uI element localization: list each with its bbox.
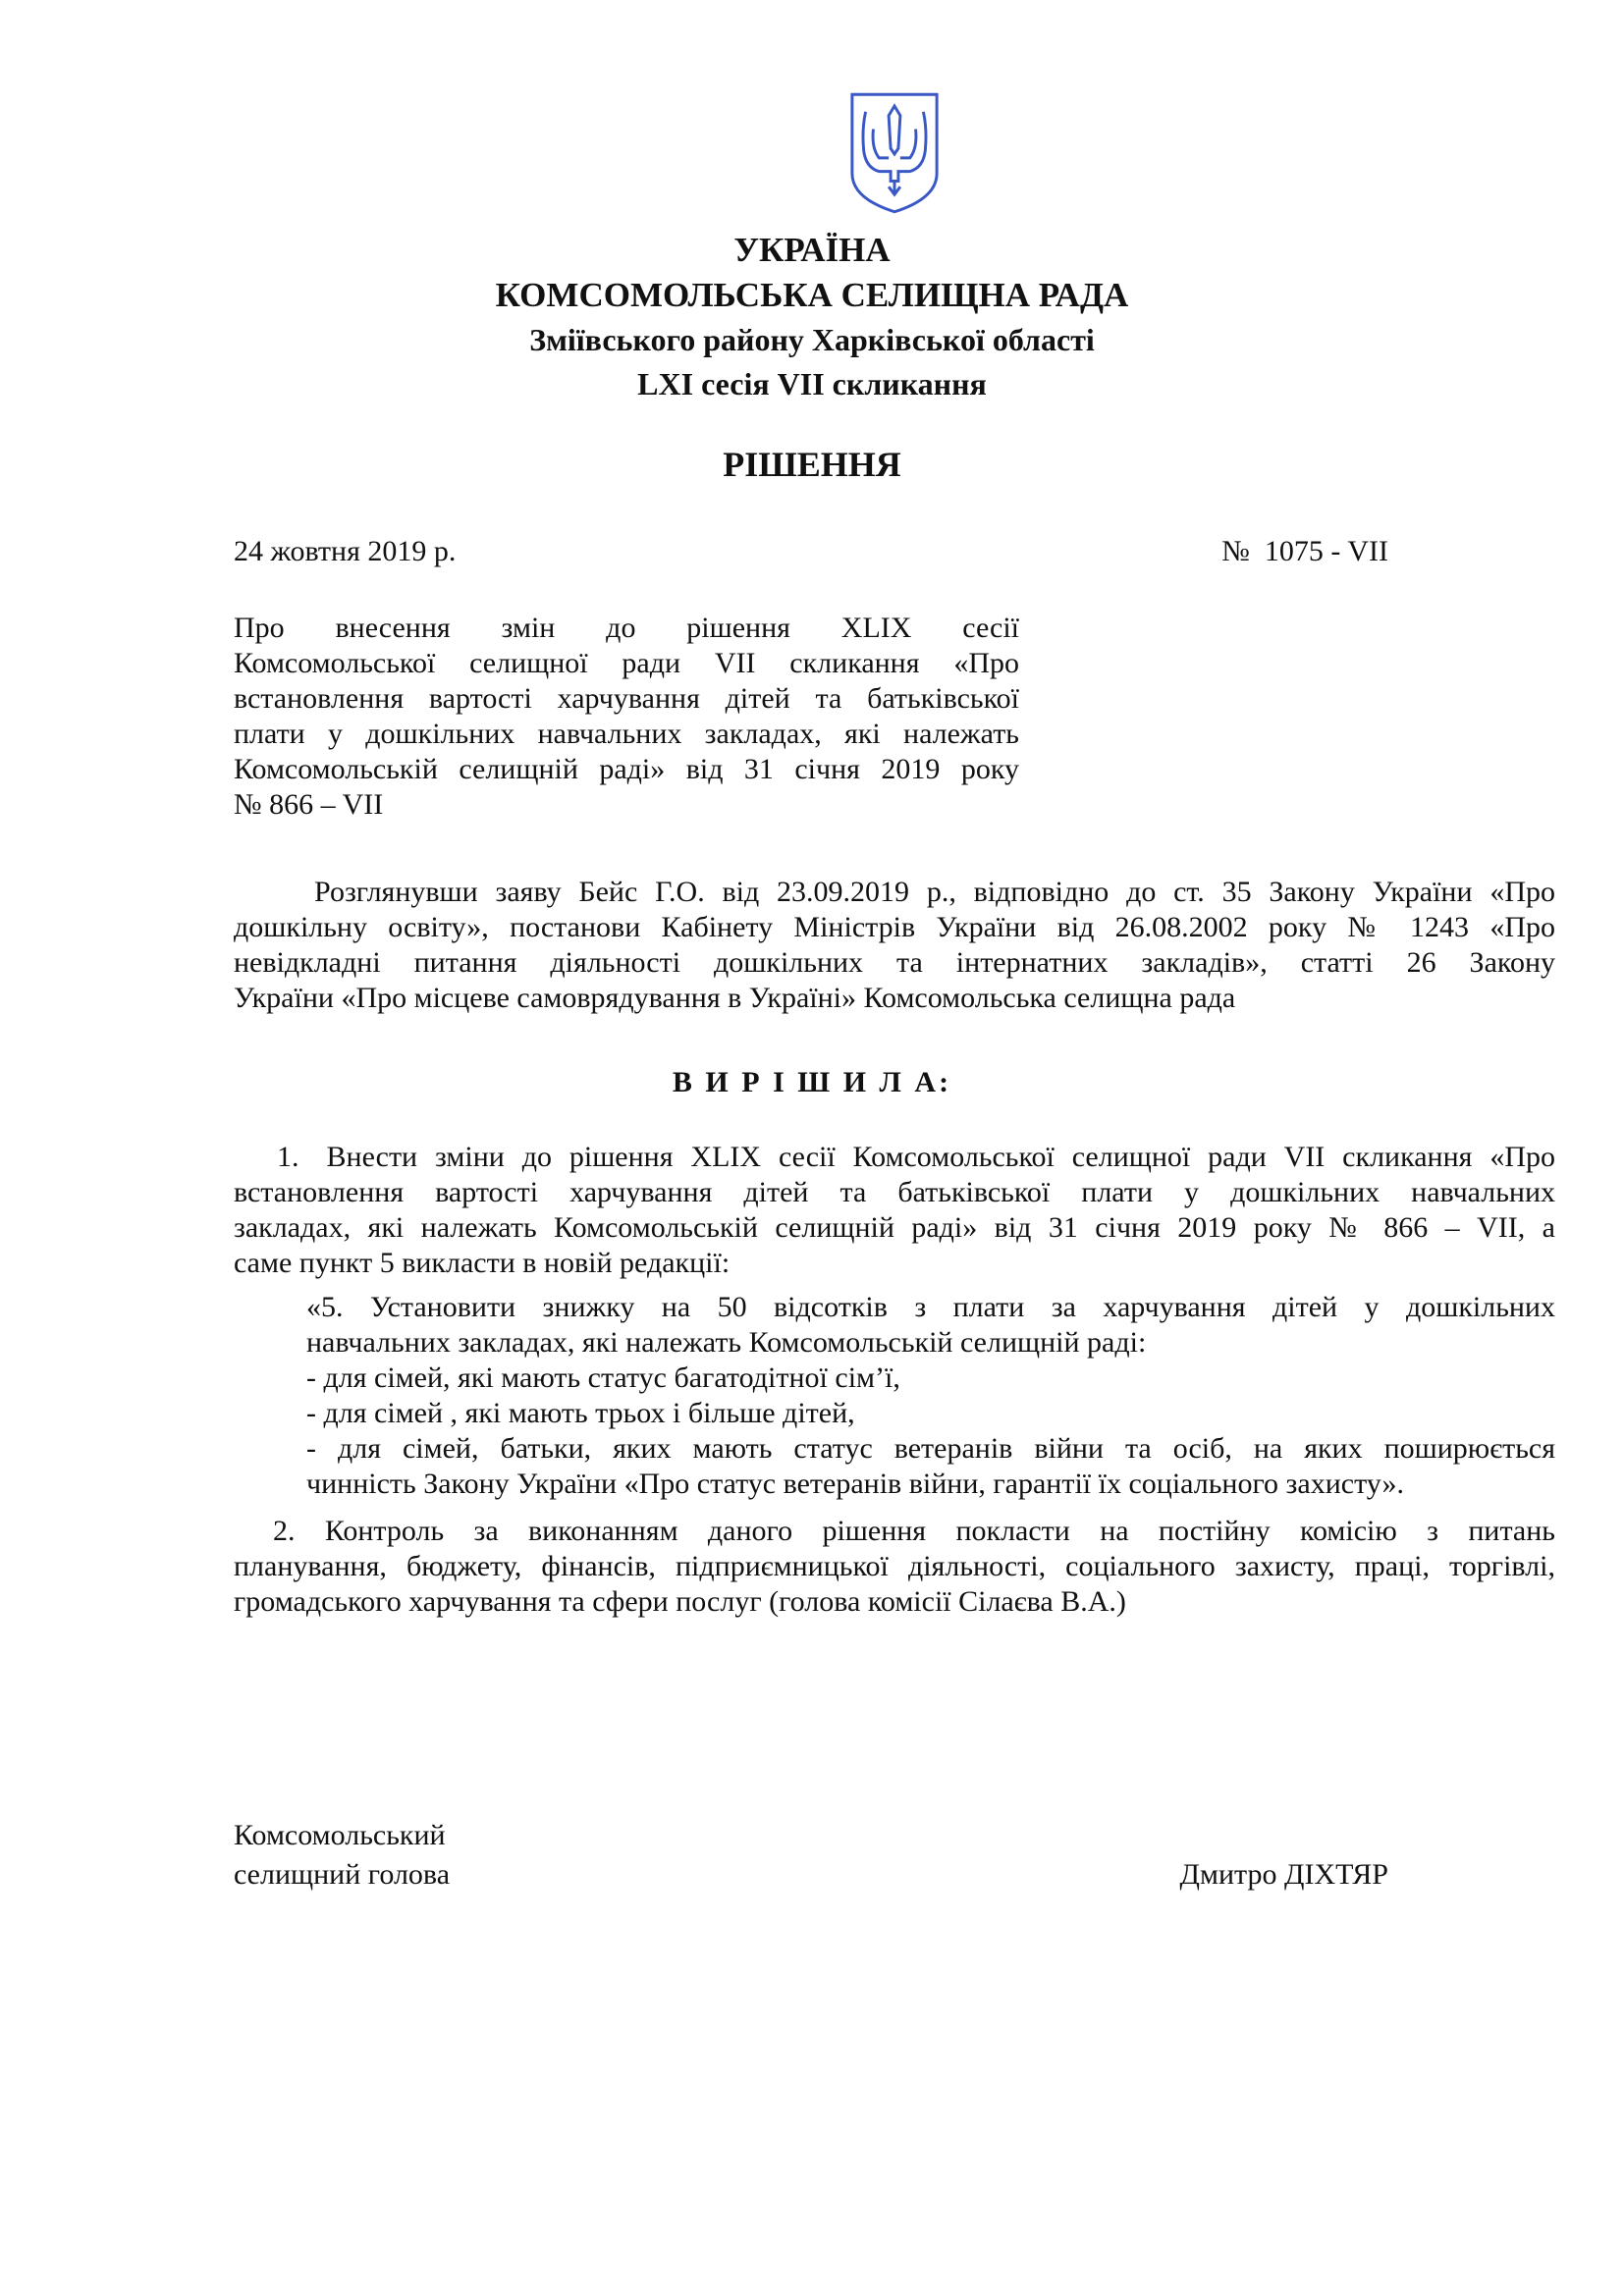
item-line: саме пункт 5 викласти в новій редакції: (234, 1247, 731, 1279)
item-number: 1. (277, 1141, 299, 1173)
item-line (234, 1140, 1555, 1175)
clause-line: - для сімей, батьки, яких мають статус ветеранів війни та осіб, на яких поширюється (306, 1432, 1555, 1465)
item-line: планування, бюджету, фінансів, підприємницької діяльності, соціального захисту, праці, торгівлі, (234, 1550, 1555, 1582)
item-line: закладах, які належать Комсомольській селищній раді» від 31 січня 2019 року № 866 – VII, а (234, 1211, 1555, 1244)
country-heading: УКРАЇНА (733, 231, 891, 269)
item-line: громадського харчування та сфери послуг (голова комісії Сілаєва В.А.) (234, 1585, 1126, 1618)
subject-line: плати у дошкільних навчальних закладах, які належать (234, 718, 1019, 750)
subject-line: встановлення вартості харчування дітей та батьківської (234, 682, 1019, 715)
position-line: селищний голова (234, 1858, 451, 1891)
trident-icon (846, 90, 943, 216)
new-clause-5 (306, 1290, 1555, 1502)
clause-line: чинність Закону України «Про статус ветеранів війни, гарантії їх соціального захисту». (306, 1468, 1405, 1500)
subject-line: Комсомольської селищної ради VII скликання «Про (234, 647, 1019, 679)
signatory-position (234, 1816, 450, 1895)
preamble-line: Розглянувши заяву Бейс Г.О. від 23.09.2019 р., відповідно до ст. 35 Закону України «Про (314, 876, 1555, 908)
decision-date: 24 жовтня 2019 р. (234, 535, 457, 567)
subject-line: Комсомольській селищній раді» від 31 січня 2019 року (234, 753, 1019, 785)
subject-line: № 866 – VII (234, 788, 384, 821)
decision-item-1 (234, 1140, 1555, 1281)
position-line: Комсомольський (234, 1819, 446, 1851)
decision-item-2 (234, 1514, 1555, 1620)
subject-line: Про внесення змін до рішення XLIX сесії (234, 612, 1019, 644)
preamble-paragraph (234, 875, 1555, 1016)
clause-line: - для сімей, які мають статус багатодітної сім’ї, (306, 1362, 900, 1394)
decision-number: № 1075 - VII (1221, 535, 1388, 567)
item-text: Внести зміни до рішення XLIX сесії Комсомольської селищної ради VII скликання «Про (326, 1141, 1555, 1173)
item-line: 2. Контроль за виконанням даного рішення покласти на постійну комісію з питань (273, 1515, 1555, 1547)
document-title: РІШЕННЯ (723, 445, 901, 484)
district-heading: Зміївського району Харківської області (529, 322, 1095, 357)
session-heading: LXI сесія VII скликання (637, 366, 987, 401)
preamble-line: України «Про місцеве самоврядування в Україні» Комсомольська селищна рада (234, 982, 1236, 1014)
clause-line: «5. Установити знижку на 50 відсотків з плати за харчування дітей у дошкільних (306, 1291, 1555, 1323)
clause-line: навчальних закладах, які належать Комсомольській селищній раді: (306, 1326, 1147, 1359)
coat-of-arms-icon (846, 90, 943, 216)
clause-line: - для сімей , які мають трьох і більше дітей, (306, 1397, 855, 1429)
preamble-line: дошкільну освіту», постанови Кабінету Міністрів України від 26.08.2002 року № 1243 «Про (234, 911, 1555, 943)
item-line: встановлення вартості харчування дітей та батьківської плати у дошкільних навчальних (234, 1176, 1555, 1208)
decided-heading: В И Р І Ш И Л А: (672, 1066, 952, 1098)
signatory-name: Дмитро ДІХТЯР (1179, 1858, 1388, 1891)
preamble-line: невідкладні питання діяльності дошкільних та інтернатних закладів», статті 26 Закону (234, 946, 1555, 979)
decision-subject (234, 611, 1019, 823)
council-heading: КОМСОМОЛЬСЬКА СЕЛИЩНА РАДА (495, 276, 1129, 314)
